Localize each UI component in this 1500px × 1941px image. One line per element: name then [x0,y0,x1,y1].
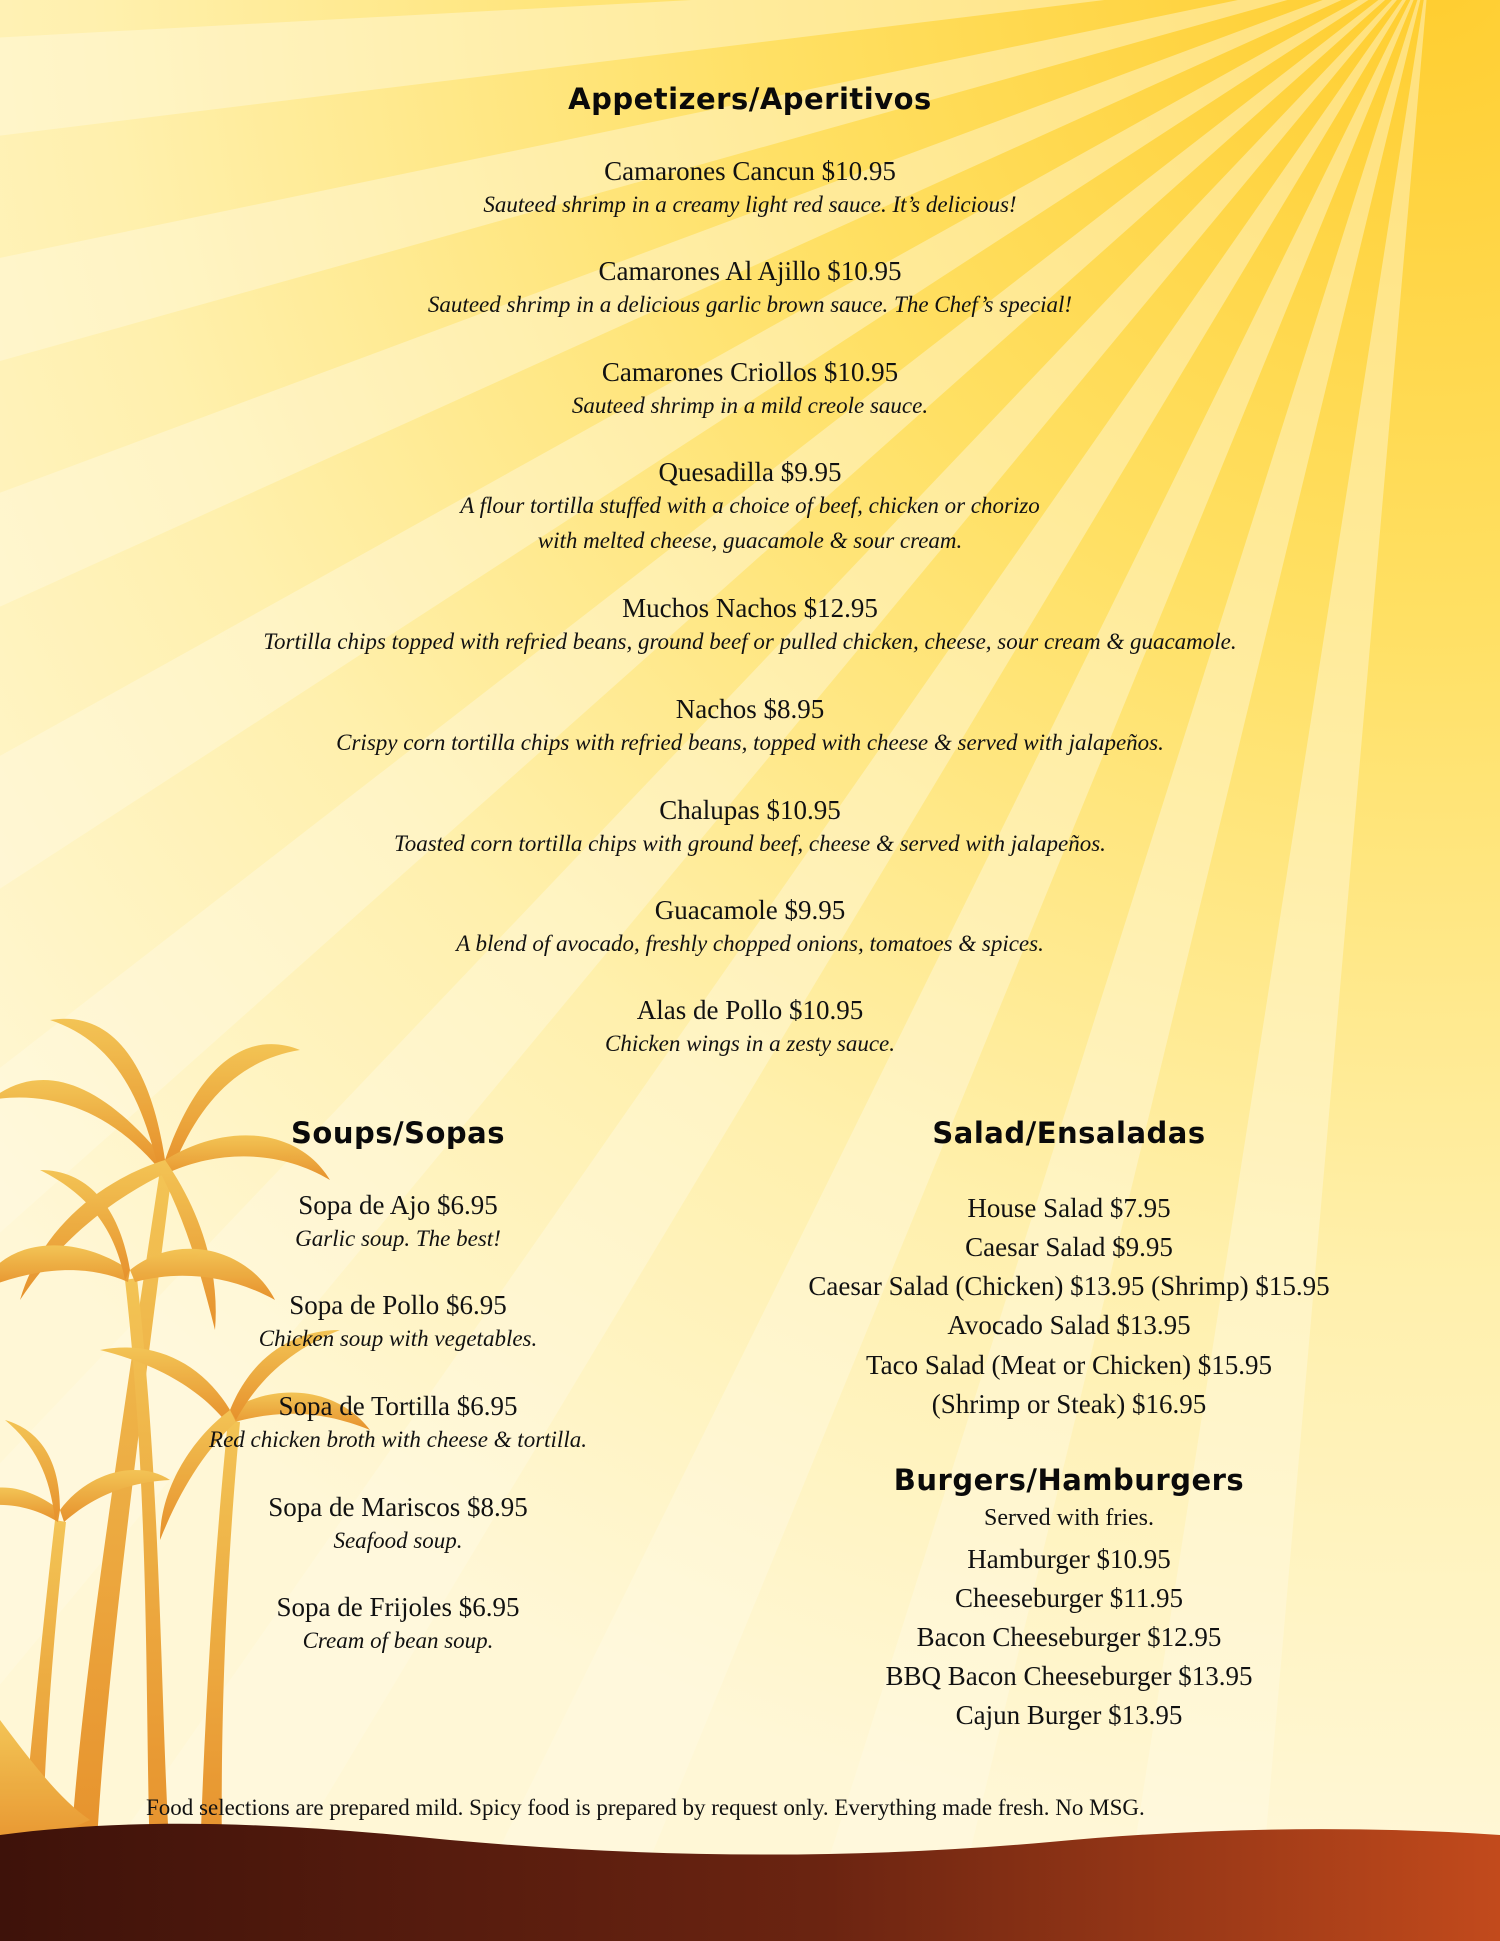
soup-item-name: Sopa de Tortilla $6.95 [278,1391,518,1421]
appetizer-item-desc: with melted cheese, guacamole & sour cream. [537,528,963,553]
burger-item: Cheeseburger $11.95 [955,1583,1183,1613]
appetizer-item-desc: Tortilla chips topped with refried beans, ground beef or pulled chicken, cheese, sour cream & guacamole. [263,629,1237,654]
soup-item-name: Sopa de Frijoles $6.95 [276,1592,520,1622]
appetizer-item-desc: Sauteed shrimp in a mild creole sauce. [571,393,929,418]
appetizers-heading: Appetizers/Aperitivos [568,82,932,116]
appetizer-item-desc: Crispy corn tortilla chips with refried beans, topped with cheese & served with jalapeños. [336,730,1164,755]
appetizer-item-name: Camarones Al Ajillo $10.95 [598,256,902,286]
appetizer-item-name: Quesadilla $9.95 [658,457,842,487]
salad-item: Caesar Salad $9.95 [965,1232,1173,1262]
appetizer-item-name: Camarones Cancun $10.95 [604,156,896,186]
salad-item: Caesar Salad (Chicken) $13.95 (Shrimp) $15.95 [808,1271,1330,1301]
appetizer-item-desc: Chicken wings in a zesty sauce. [604,1031,896,1056]
footer-note: Food selections are prepared mild. Spicy food is prepared by request only. Everything made fresh. No MSG. [146,1795,1145,1820]
burger-item: BBQ Bacon Cheeseburger $13.95 [885,1661,1253,1691]
soup-item-name: Sopa de Ajo $6.95 [298,1190,498,1220]
burger-item: Cajun Burger $13.95 [955,1700,1183,1730]
soup-item-desc: Red chicken broth with cheese & tortilla. [209,1427,587,1452]
appetizer-item-name: Nachos $8.95 [675,694,825,724]
salad-item: House Salad $7.95 [967,1193,1171,1223]
burger-item: Bacon Cheeseburger $12.95 [916,1622,1222,1652]
soups-heading: Soups/Sopas [291,1116,505,1150]
burger-item: Hamburger $10.95 [967,1544,1171,1574]
appetizer-item-name: Chalupas $10.95 [659,795,841,825]
salad-item: (Shrimp or Steak) $16.95 [931,1389,1207,1419]
appetizer-item-desc: Sauteed shrimp in a delicious garlic brown sauce. The Chef’s special! [427,292,1073,317]
soup-item-name: Sopa de Pollo $6.95 [289,1290,507,1320]
salad-item: Taco Salad (Meat or Chicken) $15.95 [866,1350,1272,1380]
appetizer-item-name: Camarones Criollos $10.95 [601,357,899,387]
appetizer-item-name: Muchos Nachos $12.95 [622,593,878,623]
appetizer-item-name: Alas de Pollo $10.95 [636,995,864,1025]
soup-item-name: Sopa de Mariscos $8.95 [268,1492,528,1522]
burgers-note: Served with fries. [984,1505,1154,1531]
soup-item-desc: Chicken soup with vegetables. [258,1326,538,1351]
salads-heading: Salad/Ensaladas [932,1116,1206,1150]
soup-item-desc: Garlic soup. The best! [295,1226,501,1251]
salad-item: Avocado Salad $13.95 [947,1310,1191,1340]
appetizer-item-desc: Toasted corn tortilla chips with ground beef, cheese & served with jalapeños. [394,831,1106,856]
appetizer-item-desc: Sauteed shrimp in a creamy light red sauce. It’s delicious! [483,192,1017,217]
appetizer-item-desc: A blend of avocado, freshly chopped onions, tomatoes & spices. [456,931,1044,956]
soup-item-desc: Seafood soup. [333,1528,463,1553]
burgers-heading: Burgers/Hamburgers [893,1463,1245,1497]
appetizer-item-name: Guacamole $9.95 [654,895,846,925]
soup-item-desc: Cream of bean soup. [302,1628,494,1653]
appetizer-item-desc: A flour tortilla stuffed with a choice of beef, chicken or chorizo [460,493,1040,518]
